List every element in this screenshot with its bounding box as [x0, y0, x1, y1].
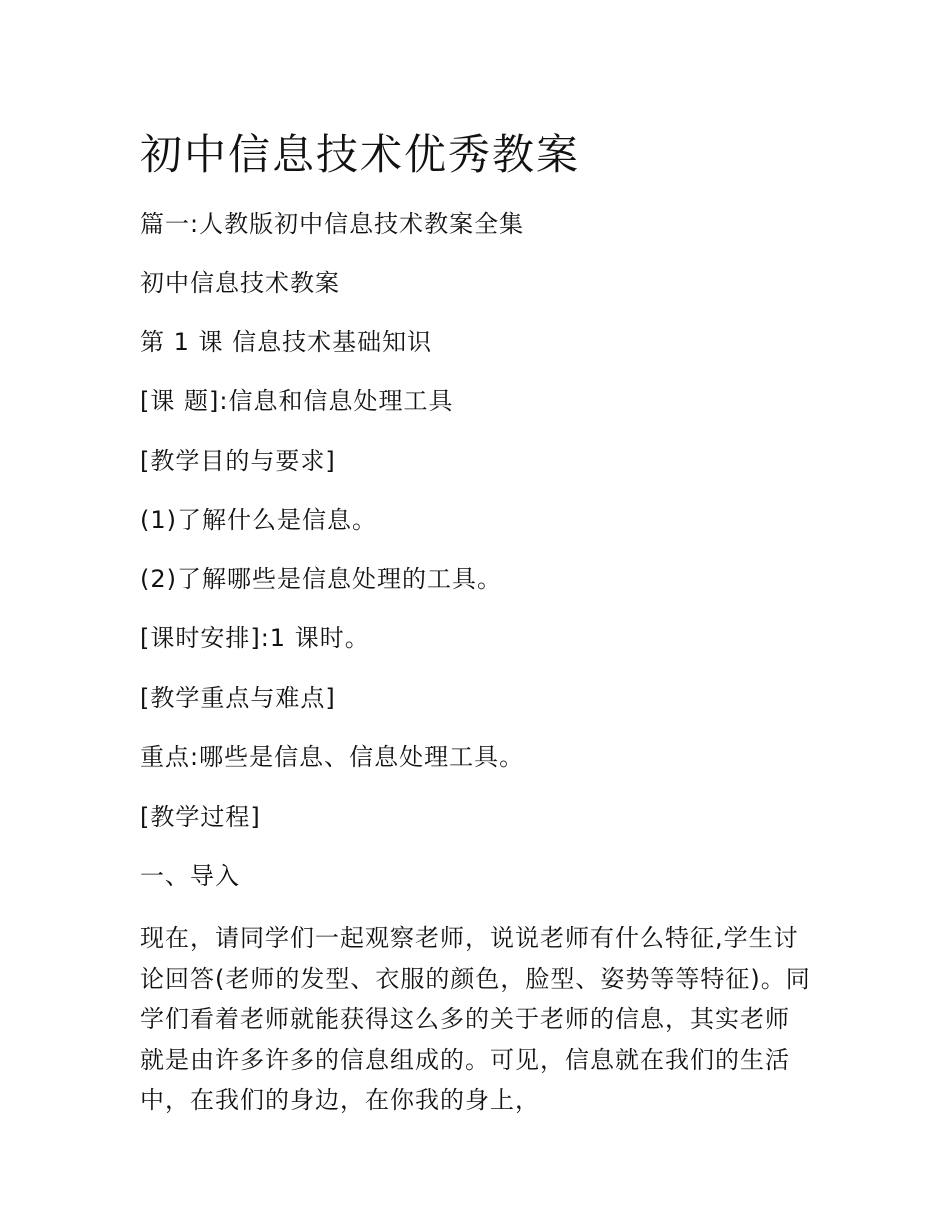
intro-paragraph: 现在，请同学们一起观察老师，说说老师有什么特征,学生讨论回答(老师的发型、衣服的颜色，脸型、姿势等等特征)。同学们看着老师就能获得这么多的关于老师的信息，其实老师就是由许多许多的信息组成的。可见，信息就在我们的生活中，在我们的身边，在你我的身上，	[140, 924, 811, 1114]
process-heading: [教学过程]	[140, 803, 261, 831]
objective-item: (2)了解哪些是信息处理的工具。	[140, 565, 502, 593]
keypoints-heading: [教学重点与难点]	[140, 684, 336, 712]
section-heading: 篇一:人教版初中信息技术教案全集	[140, 210, 525, 238]
keypoints-line: 重点:哪些是信息、信息处理工具。	[140, 743, 525, 771]
objectives-heading: [教学目的与要求]	[140, 447, 336, 475]
lesson-title: 第 1 课 信息技术基础知识	[140, 328, 433, 356]
subtitle: 初中信息技术教案	[140, 269, 340, 297]
document-title: 初中信息技术优秀教案	[140, 130, 581, 179]
objective-item: (1)了解什么是信息。	[140, 506, 377, 534]
schedule-line: [课时安排]:1 课时。	[140, 624, 370, 652]
intro-heading: 一、导入	[140, 862, 240, 890]
lesson-topic: [课 题]:信息和信息处理工具	[140, 387, 454, 415]
